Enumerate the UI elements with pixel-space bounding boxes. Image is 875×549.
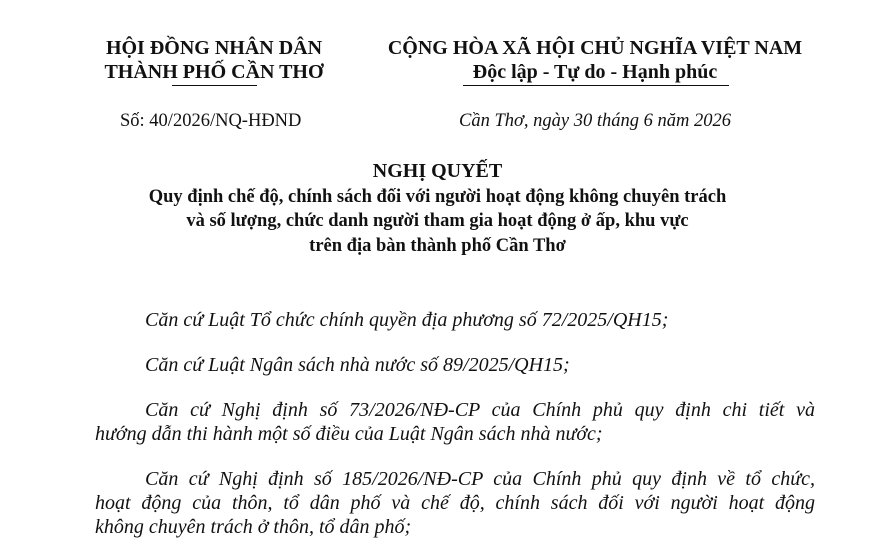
- authority-underline: [172, 85, 257, 86]
- preamble-line: hướng dẫn thi hành một số điều của Luật Ngân sách nhà nước;: [95, 423, 603, 445]
- subject-line-1: Quy định chế độ, chính sách đối với người hoạt động không chuyên trách: [148, 187, 727, 207]
- preamble-line: hoạt động của thôn, tổ dân phố và chế độ, chính sách đối với người hoạt động: [95, 492, 815, 514]
- preamble-item: [95, 467, 815, 539]
- subject-line-3: trên địa bàn thành phố Cần Thơ: [309, 236, 566, 256]
- preamble-line: Căn cứ Luật Tổ chức chính quyền địa phương số 72/2025/QH15;: [145, 309, 669, 331]
- subject-line-2: và số lượng, chức danh người tham gia hoạt động ở ấp, khu vực: [186, 211, 689, 231]
- issuing-authority-line1: HỘI ĐỒNG NHÂN DÂN: [105, 37, 323, 59]
- preamble-line: không chuyên trách ở thôn, tổ dân phố;: [95, 516, 412, 538]
- national-motto: [345, 36, 845, 84]
- place-and-date: Cần Thơ, ngày 30 tháng 6 năm 2026: [459, 111, 731, 131]
- document-type: NGHỊ QUYẾT: [372, 160, 503, 182]
- preamble-item: [95, 353, 815, 377]
- national-name: CỘNG HÒA XÃ HỘI CHỦ NGHĨA VIỆT NAM: [387, 37, 803, 59]
- issuing-authority-line2: THÀNH PHỐ CẦN THƠ: [104, 61, 324, 83]
- preamble-line: Căn cứ Nghị định số 185/2026/NĐ-CP của Chính phủ quy định về tổ chức,: [145, 468, 815, 490]
- preamble-line: Căn cứ Luật Ngân sách nhà nước số 89/2025/QH15;: [145, 354, 570, 376]
- motto-underline: [463, 85, 729, 86]
- preamble-item: [95, 308, 815, 332]
- preamble-line: Căn cứ Nghị định số 73/2026/NĐ-CP của Chính phủ quy định chi tiết và: [145, 399, 815, 421]
- preamble-item: [95, 398, 815, 446]
- document-number: Số: 40/2026/NQ-HĐND: [120, 111, 302, 131]
- motto: Độc lập - Tự do - Hạnh phúc: [472, 61, 718, 83]
- issuing-authority: [58, 36, 370, 84]
